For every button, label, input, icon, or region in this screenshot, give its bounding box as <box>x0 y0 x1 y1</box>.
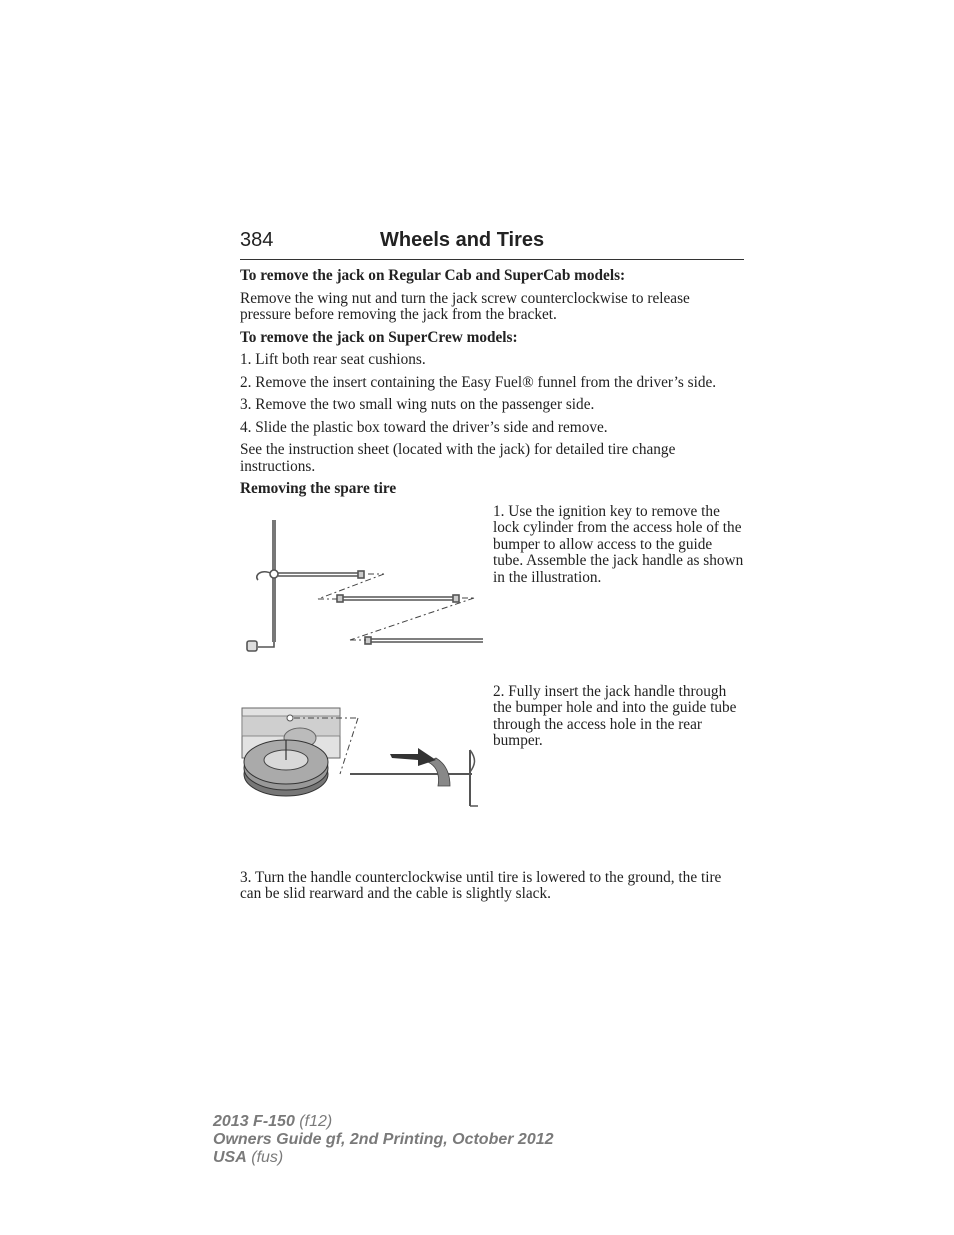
figure-1-caption: 1. Use the ignition key to remove the lock cylinder from the access hole of the bumper to allow access to the guide tube. Assemble the jack handle as shown in the illustration. <box>493 502 744 586</box>
step-1: 1. Lift both rear seat cushions. <box>240 351 426 368</box>
step-turn-handle: 3. Turn the handle counterclockwise until tire is lowered to the ground, the tire can be slid rearward and the cable is slightly slack. <box>240 868 722 902</box>
page-header <box>240 229 744 260</box>
heading-removing-spare-tire: Removing the spare tire <box>240 480 397 497</box>
footer-line-1: 2013 F-150 (f12) <box>213 1113 333 1130</box>
figure-row-1 <box>240 504 744 680</box>
footer-line-3: USA (fus) <box>213 1149 284 1166</box>
jack-handle-assembly-illustration <box>240 516 490 661</box>
step-3: 3. Remove the two small wing nuts on the passenger side. <box>240 396 595 413</box>
heading-regular-cab: To remove the jack on Regular Cab and SuperCab models: <box>240 267 626 284</box>
paragraph-instruction-sheet: See the instruction sheet (located with the jack) for detailed tire change instructions. <box>240 441 676 475</box>
paragraph-wing-nut: Remove the wing nut and turn the jack screw counterclockwise to release pressure before removing the jack from the bracket. <box>240 289 690 323</box>
figure-2-caption: 2. Fully insert the jack handle through the bumper hole and into the guide tube through the access hole in the rear bumper. <box>493 682 737 749</box>
footer-line-2: Owners Guide gf, 2nd Printing, October 2012 <box>213 1131 554 1148</box>
page-footer <box>213 1113 554 1167</box>
step-2: 2. Remove the insert containing the Easy Fuel® funnel from the driver’s side. <box>240 373 717 391</box>
page-body <box>240 268 744 909</box>
section-title: Wheels and Tires <box>380 229 545 251</box>
figure-row-2 <box>240 684 744 870</box>
page-number: 384 <box>240 229 274 251</box>
heading-supercrew: To remove the jack on SuperCrew models: <box>240 328 518 346</box>
step-4: 4. Slide the plastic box toward the driver’s side and remove. <box>240 418 608 436</box>
spare-tire-lowering-illustration <box>240 694 490 824</box>
